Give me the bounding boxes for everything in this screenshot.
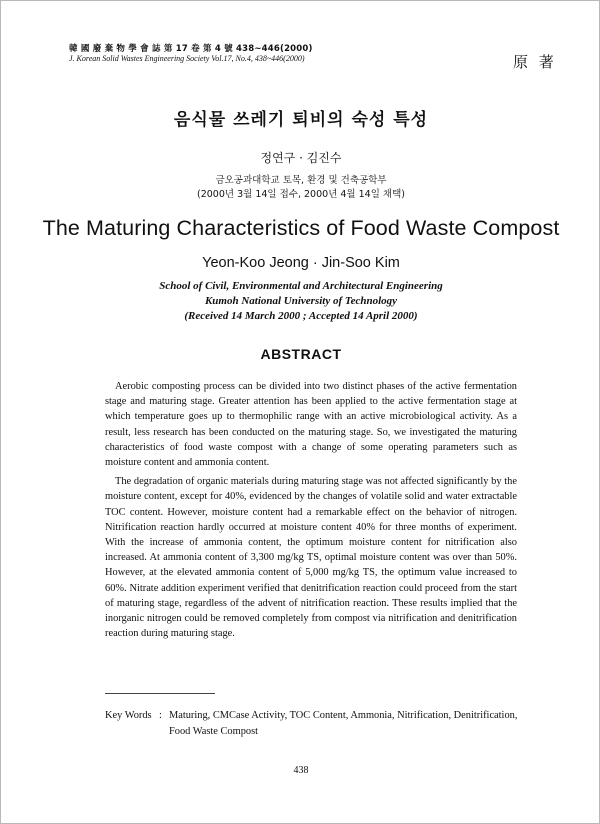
english-authors: Yeon-Koo Jeong · Jin-Soo Kim (202, 255, 400, 271)
keywords-text: Maturing, CMCase Activity, TOC Content, Ammonia, Nitrification, Denitrification, Food Waste Compost (169, 710, 518, 737)
abstract-heading: ABSTRACT (260, 346, 342, 362)
journal-header (69, 44, 429, 64)
english-affiliation-line1: School of Civil, Environmental and Architectural Engineering (159, 280, 443, 292)
korean-affiliation: 금오공과대학교 토목, 환경 및 건축공학부 (215, 175, 387, 186)
page-number: 438 (293, 765, 309, 776)
keywords-label: Key Words (105, 710, 152, 721)
english-title: The Maturing Characteristics of Food Waste Compost (42, 216, 560, 240)
keywords-separator: : (159, 710, 162, 721)
article-type-badge: 原 著 (513, 53, 557, 71)
abstract-paragraph-2: The degradation of organic materials during maturing stage was not affected significantly by the moisture content, except for 40%, evidenced by the changes of volatile solid and water extractable TOC content. However, moisture content had a remarkable effect on the behavior of nitrogen. Nitrification reaction hardly occurred at moisture content 40% for three months of experiment. With the increase of ammonia content, the optimum moisture content for nitrification also increased. At ammonia content of 3,300 mg/kg TS, optimal moisture content was over than 50%. However, at the elevated ammonia content of 5,000 mg/kg TS, the optimum value increased to 60%. Nitrate addition experiment verified that denitrification reaction could proceed from the start of maturing stage, regardless of the advent of nitrification reaction. These results implied that the inorganic nitrogen could be removed completely from compost via nitrification and denitrification reaction during maturing stage. (105, 476, 517, 640)
korean-authors: 정연구 · 김진수 (260, 151, 342, 165)
korean-title: 음식물 쓰레기 퇴비의 숙성 특성 (173, 110, 429, 130)
english-dates: (Received 14 March 2000 ; Accepted 14 April 2000) (184, 310, 418, 322)
english-affiliation-line2: Kumoh National University of Technology (204, 295, 398, 307)
abstract-paragraph-1: Aerobic composting process can be divided into two distinct phases of the active fermentation stage and maturing stage. Greater attention has been applied to the active fermentation stage at which temperature goes up to thermophilic range with an active microbiological activity. As a result, less research has been conducted on the maturing stage. So, we investigated the maturing characteristics of food waste compost with a change of some operating parameters such as moisture content and ammonia content. (105, 381, 517, 469)
separator-rule (105, 693, 215, 694)
abstract-body (105, 379, 517, 641)
korean-dates: (2000년 3월 14일 접수, 2000년 4월 14일 채택) (197, 189, 405, 200)
journal-korean-line: 韓 國 廢 棄 物 學 會 誌 第 17 卷 第 4 號 438~446(2000) (69, 44, 313, 54)
journal-english-line: J. Korean Solid Wastes Engineering Society Vol.17, No.4, 438~446(2000) (69, 54, 305, 63)
